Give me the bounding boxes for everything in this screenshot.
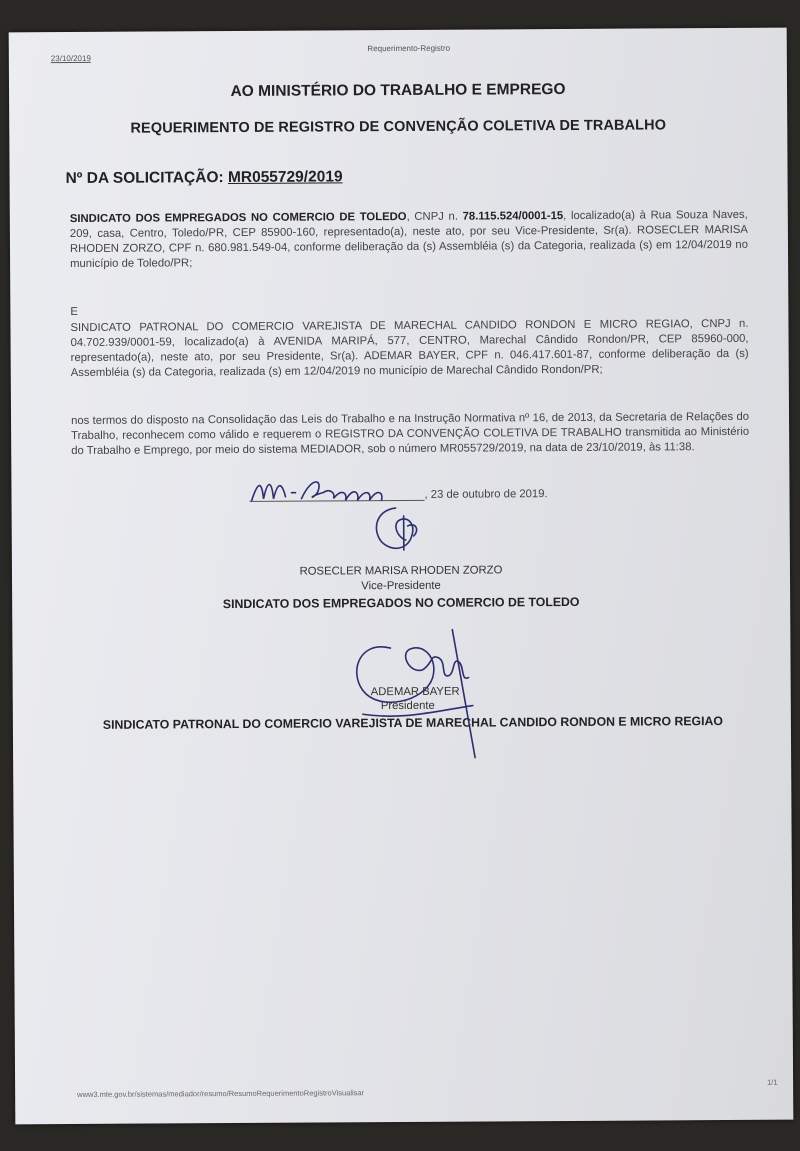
signature1-stroke [376,508,416,550]
connector-e: E [70,305,78,319]
place-signature [249,486,424,502]
signatory1-role: Vice-Presidente [361,579,441,593]
request-number-line [66,168,343,188]
header-label: Requerimento-Registro [367,43,451,54]
signatory1-name: ROSECLER MARISA RHODEN ZORZO [299,564,503,578]
request-number-value: MR055729/2019 [227,168,343,187]
document-title-request: REQUERIMENTO DE REGISTRO DE CONVENÇÃO COLETIVA DE TRABALHO [130,117,667,137]
paragraph-employees-union [70,208,748,272]
signatory2-role: Presidente [380,699,435,713]
employees-union-cnpj: 78.115.524/0001-15 [462,210,564,223]
date-text: , 23 de outubro de 2019. [424,488,548,501]
date-line [249,485,547,502]
signatory2-name: ADEMAR BAYER [370,685,460,699]
page-number: 1/1 [767,1077,778,1087]
employees-union-name: SINDICATO DOS EMPREGADOS NO COMERCIO DE TOLEDO [69,210,407,226]
paragraph-legal-basis: nos termos do disposto na Consolidação das Leis do Trabalho e na Instrução Normativa nº 16, de 2013, da Secretaria de Relações do Trabalho, reconhecem como válido e requerem o REGISTRO DA CONVENÇÃO COLETIVA DE TRABALHO transmitida ao Ministério do Trabalho e Emprego, por meio do sistema MEDIADOR, sob o número MR055729/2019, na data de 23/10/2019, às 11:38. [71,410,750,458]
document-title-ministry: AO MINISTÉRIO DO TRABALHO E EMPREGO [230,80,566,101]
request-number-label: Nº DA SOLICITAÇÃO: [65,169,228,188]
employees-union-cnpj-label: , CNPJ n. [406,210,463,223]
paragraph-employers-union: SINDICATO PATRONAL DO COMERCIO VAREJISTA DE MARECHAL CANDIDO RONDON E MICRO REGIAO, CNPJ n. 04.702.939/0001-59, localizado(a) à AVENIDA MARIPÁ, 577, CENTRO, Marechal Cândido Rondon/PR, CEP 85960-000, representado(a), neste ato, por seu Presidente, Sr(a). ADEMAR BAYER, CPF n. 046.417.601-87, conforme deliberação da (s) Assembléia (s) da Categoria, realizada (s) em 12/04/2019 no município de Marechal Cândido Rondon/PR; [70,317,749,380]
signatory1-organization: SINDICATO DOS EMPREGADOS NO COMERCIO DE TOLEDO [222,594,580,612]
footer-url: www3.mte.gov.br/sistemas/mediador/resumo/ResumoRequerimentoRegistroVisualisar [77,1088,365,1099]
employees-union-details: , localizado(a) à Rua Souza Naves, 209, casa, Centro, Toledo/PR, CEP 85900-160, representado(a), neste ato, por seu Vice-Presidente, Sr(a). ROSECLER MARISA RHODEN ZORZO, CPF n. 680.981.549-04, conforme deliberação da (s) Assembléia (s) da Categoria, realizada (s) em 12/04/2019 no município de Toledo/PR; [69,208,749,271]
header-date: 23/10/2019 [50,53,91,64]
signatory2-organization: SINDICATO PATRONAL DO COMERCIO VAREJISTA DE MARECHAL CANDIDO RONDON E MICRO REGIAO [102,714,723,732]
document-page [9,28,794,1125]
